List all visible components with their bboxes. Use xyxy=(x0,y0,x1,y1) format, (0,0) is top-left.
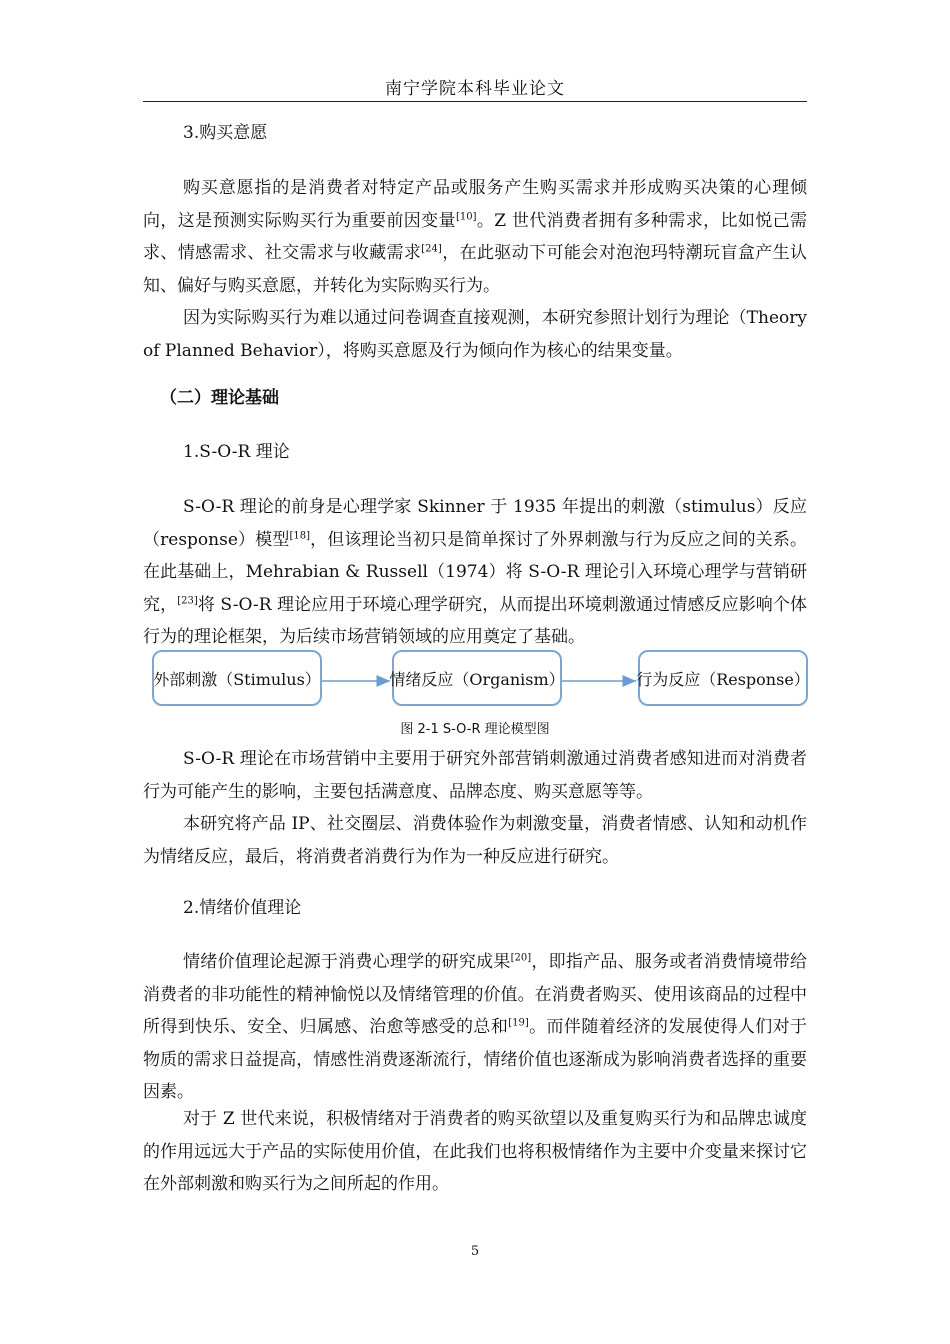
organism-box: 情绪反应（Organism） xyxy=(392,650,562,706)
subsection-heading-purchase-intention: 3.购买意愿 xyxy=(183,123,268,143)
paragraph-sor-marketing: S-O-R 理论在市场营销中主要用于研究外部营销刺激通过消费者感知进而对消费者行为可能产生的影响，主要包括满意度、品牌态度、购买意愿等等。 xyxy=(143,749,807,802)
stimulus-box: 外部刺激（Stimulus） xyxy=(152,650,322,706)
sor-model-diagram xyxy=(150,650,810,712)
paragraph-emotional-value: 情绪价值理论起源于消费心理学的研究成果[20]，即指产品、服务或者消费情境带给消费者的非功能性的精神愉悦以及情绪管理的价值。在消费者购买、使用该商品的过程中所得到快乐、安全、归属感、治愈等感受的总和[19]。而伴随着经济的发展使得人们对于物质的需求日益提高，情感性消费逐渐流行，情绪价值也逐渐成为影响消费者选择的重要因素。 xyxy=(143,952,808,1102)
figure-caption: 图 2-1 S-O-R 理论模型图 xyxy=(400,722,550,737)
citation: [20] xyxy=(510,952,532,964)
header-rule xyxy=(143,101,807,102)
subsection-heading-emotional-value: 2.情绪价值理论 xyxy=(183,898,302,918)
paragraph-purchase-intention: 购买意愿指的是消费者对特定产品或服务产生购买需求并形成购买决策的心理倾向，这是预测实际购买行为重要前因变量[10]。Z 世代消费者拥有多种需求，比如悦己需求、情感需求、社交需求与收藏需求[24]，在此驱动下可能会对泡泡玛特潮玩盲盒产生认知、偏好与购买意愿，并转化为实际购买行为。 xyxy=(143,178,808,296)
paragraph-planned-behavior: 因为实际购买行为难以通过问卷调查直接观测，本研究参照计划行为理论（Theory of Planned Behavior），将购买意愿及行为倾向作为核心的结果变量。 xyxy=(143,308,807,361)
citation: [10] xyxy=(455,210,477,222)
response-box: 行为反应（Response） xyxy=(638,650,808,706)
citation: [19] xyxy=(508,1017,529,1029)
paragraph-research-variables: 本研究将产品 IP、社交圈层、消费体验作为刺激变量，消费者情感、认知和动机作为情绪反应，最后，将消费者消费行为作为一种反应进行研究。 xyxy=(143,814,807,867)
page-number: 5 xyxy=(470,1244,480,1259)
page-header: 南宁学院本科毕业论文 xyxy=(385,79,565,99)
citation: [24] xyxy=(421,243,442,255)
citation: [23] xyxy=(177,594,198,606)
section-heading-theory: （二）理论基础 xyxy=(160,388,279,408)
subsection-heading-sor: 1.S-O-R 理论 xyxy=(183,442,290,462)
citation: [18] xyxy=(289,529,310,541)
paragraph-sor-origin: S-O-R 理论的前身是心理学家 Skinner 于 1935 年提出的刺激（stimulus）反应（response）模型[18]，但该理论当初只是简单探讨了外界刺激与行为反应之间的关系。在此基础上，Mehrabian & Russell（1974）将 S-O-R 理论引入环境心理学与营销研究，[23]将 S-O-R 理论应用于环境心理学研究，从而提出环境刺激通过情感反应影响个体行为的理论框架，为后续市场营销领域的应用奠定了基础。 xyxy=(143,497,808,647)
paragraph-gen-z: 对于 Z 世代来说，积极情绪对于消费者的购买欲望以及重复购买行为和品牌忠诚度的作用远远大于产品的实际使用价值，在此我们也将积极情绪作为主要中介变量来探讨它在外部刺激和购买行为之间所起的作用。 xyxy=(143,1109,807,1194)
